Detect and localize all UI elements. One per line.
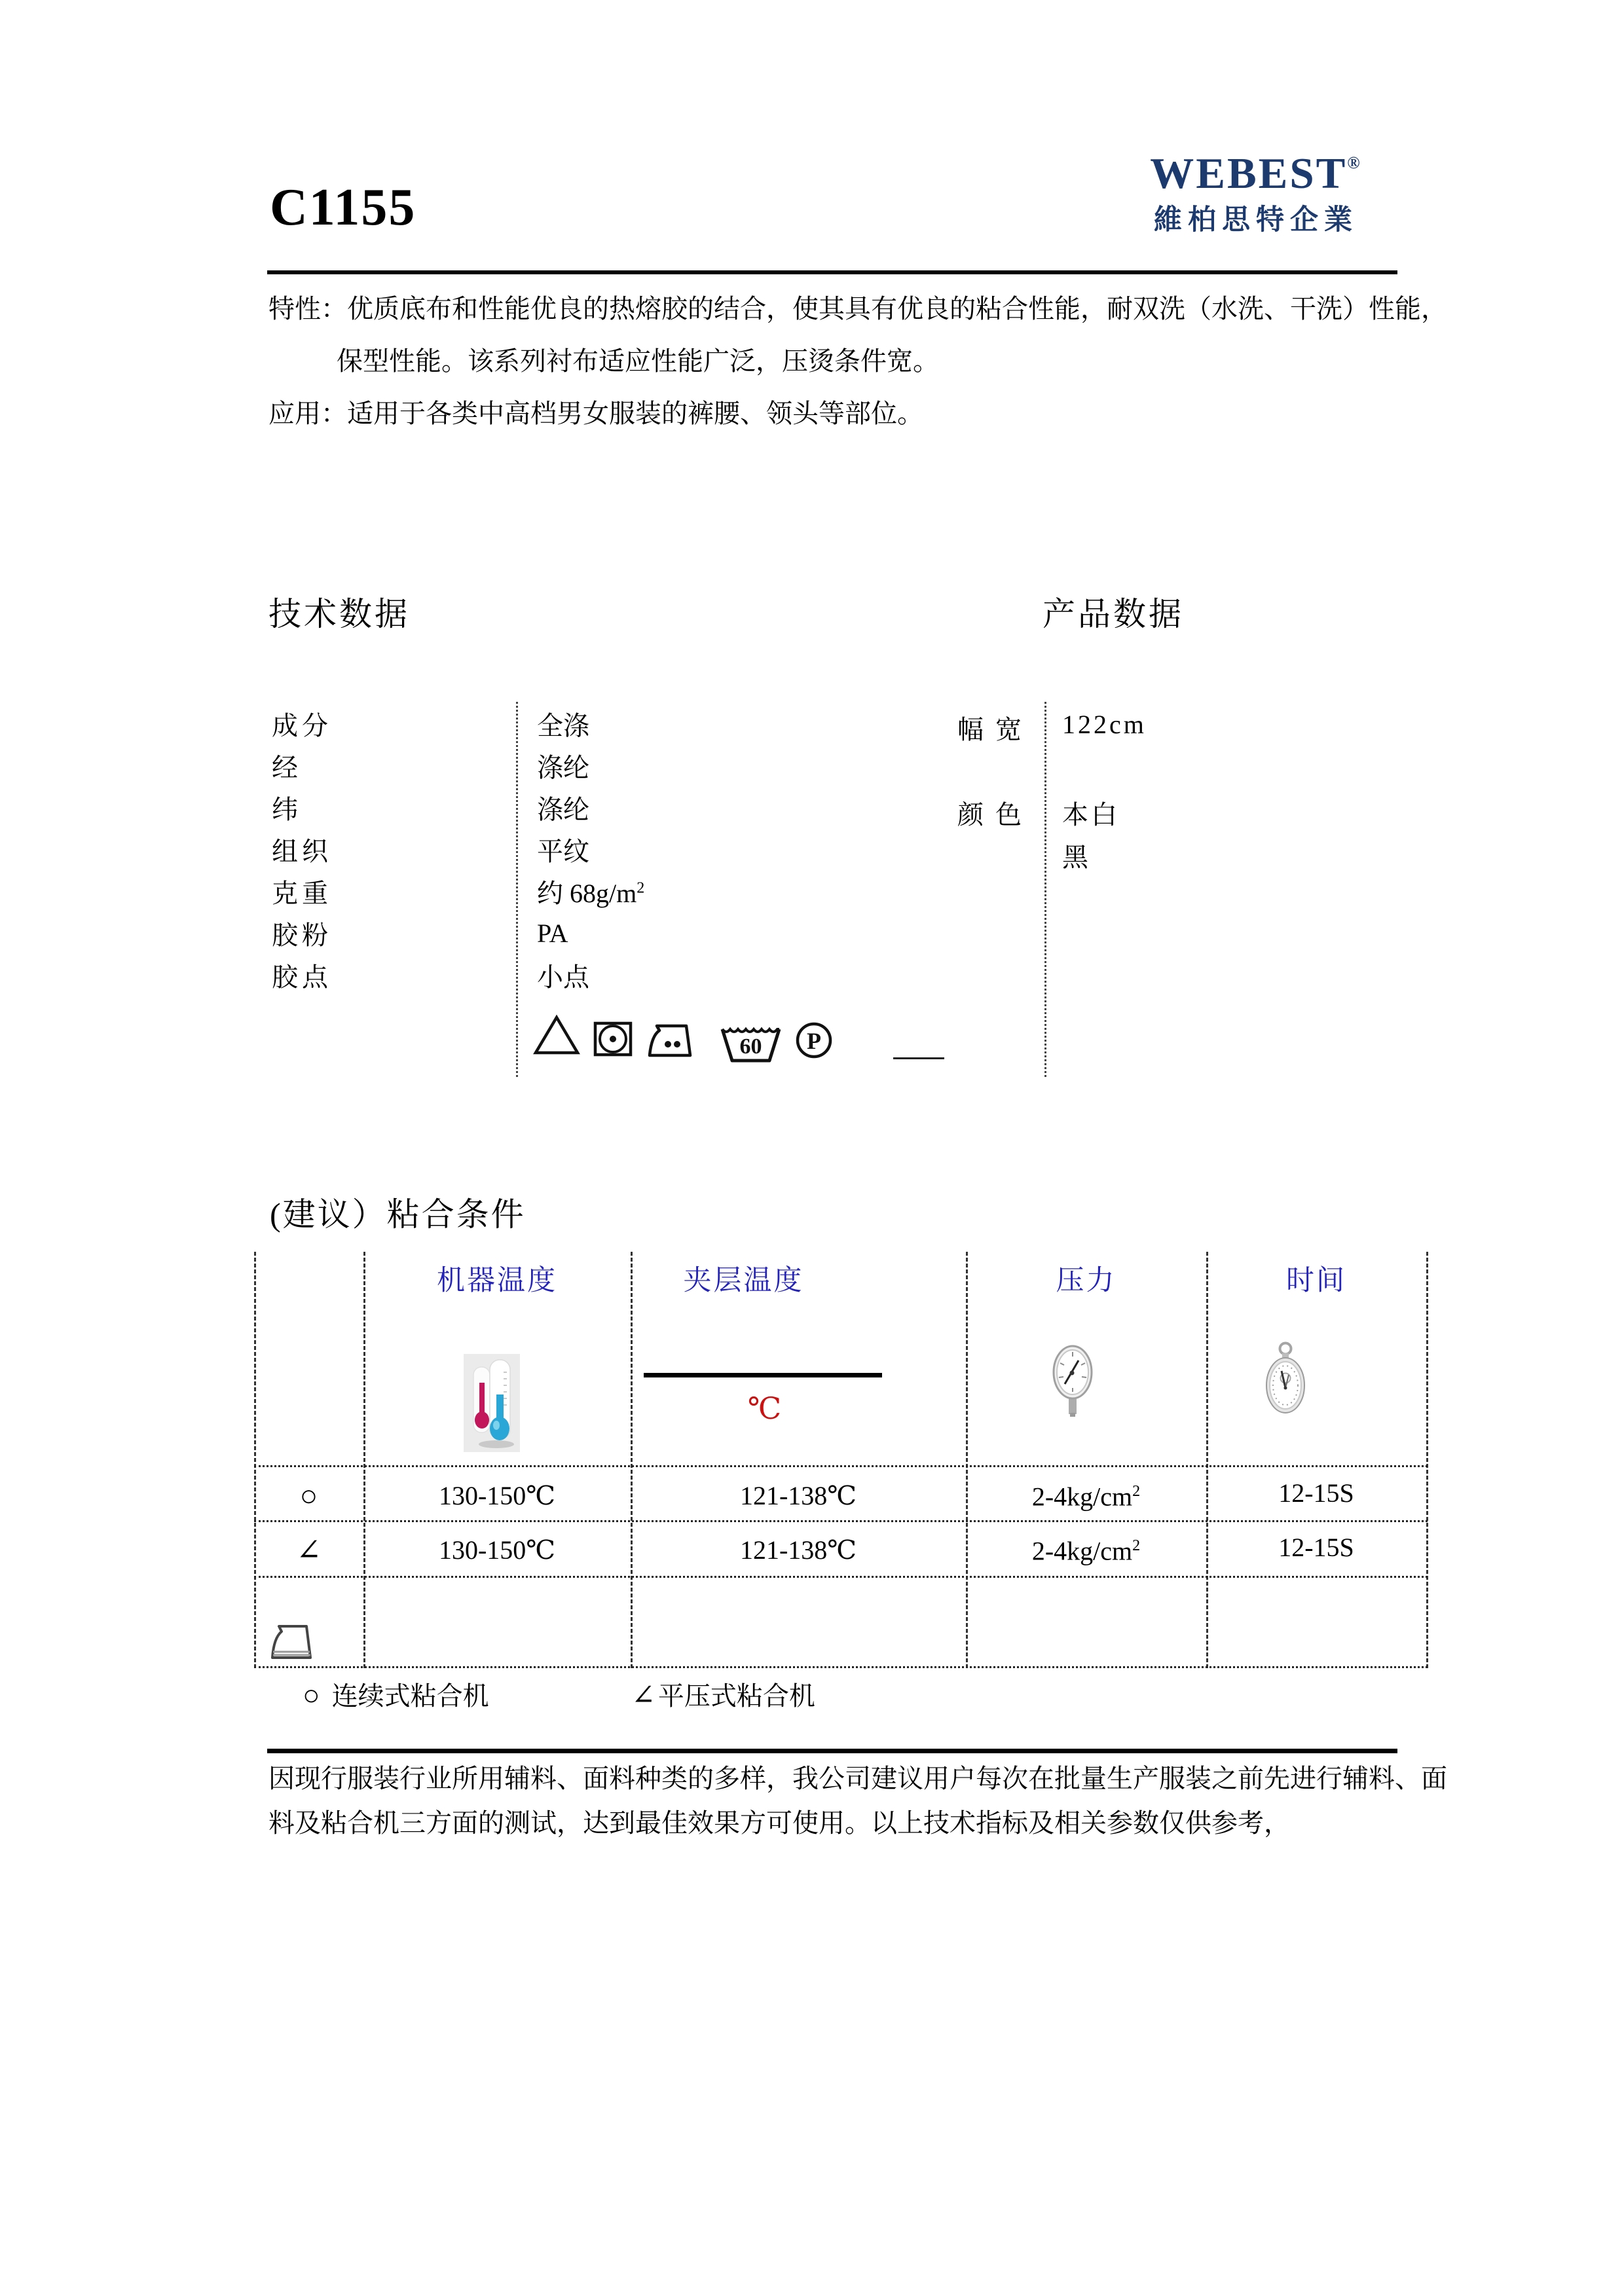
blank-care-line (893, 1057, 944, 1059)
interlayer-temp-value: 121-138℃ (739, 1481, 857, 1510)
column-divider (363, 1252, 365, 1668)
tech-data-table (272, 702, 678, 996)
table-row (272, 786, 678, 828)
brand-wordmark: WEBEST (1150, 149, 1348, 198)
header-divider (267, 270, 1397, 274)
wash-60-icon (719, 1023, 783, 1065)
celsius-label: ℃ (747, 1392, 782, 1425)
tech-value: PA (537, 918, 568, 948)
product-code-title: C1155 (270, 179, 416, 236)
tech-table-divider (516, 702, 518, 1077)
dry-clean-letter: P (807, 1028, 821, 1054)
tech-label: 克重 (272, 878, 332, 908)
application-label: 应用： (268, 399, 347, 428)
table-row (272, 702, 678, 744)
column-divider (631, 1252, 633, 1668)
header-pressure: 压力 (1056, 1266, 1116, 1296)
feature-text: 优质底布和性能优良的热熔胶的结合，使其具有优良的粘合性能，耐双洗（水洗、干洗）性能， (347, 294, 1447, 323)
tumble-dry-icon (593, 1020, 633, 1058)
pressure-gauge-image (1052, 1343, 1094, 1419)
legend-continuous-press (303, 1677, 489, 1715)
row-divider (254, 1576, 1428, 1578)
tech-label: 纬 (272, 794, 302, 824)
tech-data-title: 技术数据 (268, 596, 410, 632)
tech-value: 涤纶 (537, 794, 589, 824)
brand-name (1113, 151, 1399, 196)
table-row (272, 744, 678, 786)
table-border-left (254, 1252, 256, 1668)
circle-symbol: ○ (303, 1679, 320, 1711)
column-divider (966, 1252, 968, 1668)
pressure-superscript: 2 (1132, 1483, 1141, 1500)
tech-label: 胶点 (272, 962, 332, 992)
table-row (272, 912, 678, 954)
iron-icon (646, 1021, 695, 1059)
header-time: 时间 (1286, 1266, 1346, 1296)
table-border-right (1426, 1252, 1428, 1668)
header-interlayer-temp: 夹层温度 (683, 1266, 804, 1296)
product-data-title: 产品数据 (1043, 596, 1184, 632)
row-divider (254, 1465, 1428, 1467)
interlayer-blank-line (644, 1373, 882, 1377)
tech-label: 经 (272, 752, 302, 782)
dry-clean-icon (795, 1021, 833, 1059)
application-text: 适用于各类中高档男女服装的裤腰、领头等部位。 (347, 399, 923, 428)
table-border-bottom (254, 1666, 1428, 1668)
product-table-divider (1044, 702, 1046, 1077)
brand-logo (1113, 151, 1399, 238)
machine-temp-value: 130-150℃ (438, 1481, 556, 1510)
machine-temp-value: 130-150℃ (438, 1535, 556, 1565)
pressure-value (966, 1467, 1206, 1516)
weight-value: 约 68g/m (537, 878, 637, 908)
feature-line-1 (268, 293, 1447, 325)
tech-value: 涤纶 (537, 752, 589, 782)
footer-note-line-2: 料及粘合机三方面的测试，达到最佳效果方可使用。以上技术指标及相关参数仅供参考， (268, 1808, 1290, 1838)
legend-label: 平压式粘合机 (657, 1681, 815, 1711)
table-row (272, 828, 678, 870)
color-value: 本白 (1062, 800, 1120, 829)
application-line (268, 397, 923, 430)
time-value: 12-15S (1278, 1533, 1354, 1562)
feature-line-2: 保型性能。该系列衬布适应性能广泛，压烫条件宽。 (337, 346, 939, 376)
width-label: 幅 宽 (957, 715, 1024, 744)
footer-note-line-1: 因现行服装行业所用辅料、面料种类的多样，我公司建议用户每次在批量生产服装之前先进行辅料、面 (268, 1764, 1447, 1793)
feature-label: 特性： (268, 294, 347, 323)
pressure-text: 2-4kg/cm (1031, 1536, 1133, 1566)
legend-flat-press (631, 1677, 815, 1715)
tech-label: 组织 (272, 836, 332, 866)
width-value: 122cm (1062, 710, 1147, 739)
tech-value: 全涤 (537, 710, 589, 740)
pressure-value (966, 1521, 1206, 1571)
brand-company-name: 維柏思特企業 (1154, 204, 1358, 236)
tech-value: 小点 (537, 962, 589, 992)
tech-label: 成分 (272, 710, 332, 740)
legend-label: 连续式粘合机 (331, 1681, 489, 1711)
header-machine-temp: 机器温度 (437, 1266, 557, 1296)
tech-value (537, 873, 644, 910)
color-label: 颜 色 (957, 800, 1024, 829)
pressure-superscript: 2 (1132, 1537, 1141, 1554)
table-row (272, 954, 678, 996)
bleach-triangle-icon (533, 1014, 580, 1056)
angle-symbol: ∠ (631, 1679, 655, 1711)
color-value: 黑 (1062, 843, 1091, 872)
column-divider (1206, 1252, 1208, 1668)
registered-mark-icon: ® (1347, 153, 1362, 172)
flat-iron-row-icon (268, 1621, 318, 1663)
pressure-text: 2-4kg/cm (1031, 1482, 1133, 1512)
interlayer-temp-value: 121-138℃ (739, 1535, 857, 1565)
weight-superscript: 2 (637, 879, 645, 897)
wash-temperature: 60 (739, 1034, 762, 1059)
time-value: 12-15S (1278, 1478, 1354, 1508)
row-symbol: ∠ (296, 1533, 322, 1567)
thermometer-image (464, 1354, 520, 1452)
footer-divider (267, 1749, 1397, 1753)
tech-value: 平纹 (537, 836, 589, 866)
stopwatch-image (1265, 1341, 1306, 1414)
table-row (272, 870, 678, 912)
row-symbol: ○ (299, 1479, 318, 1512)
bonding-conditions-title: (建议）粘合条件 (270, 1196, 526, 1233)
tech-label: 胶粉 (272, 920, 332, 950)
